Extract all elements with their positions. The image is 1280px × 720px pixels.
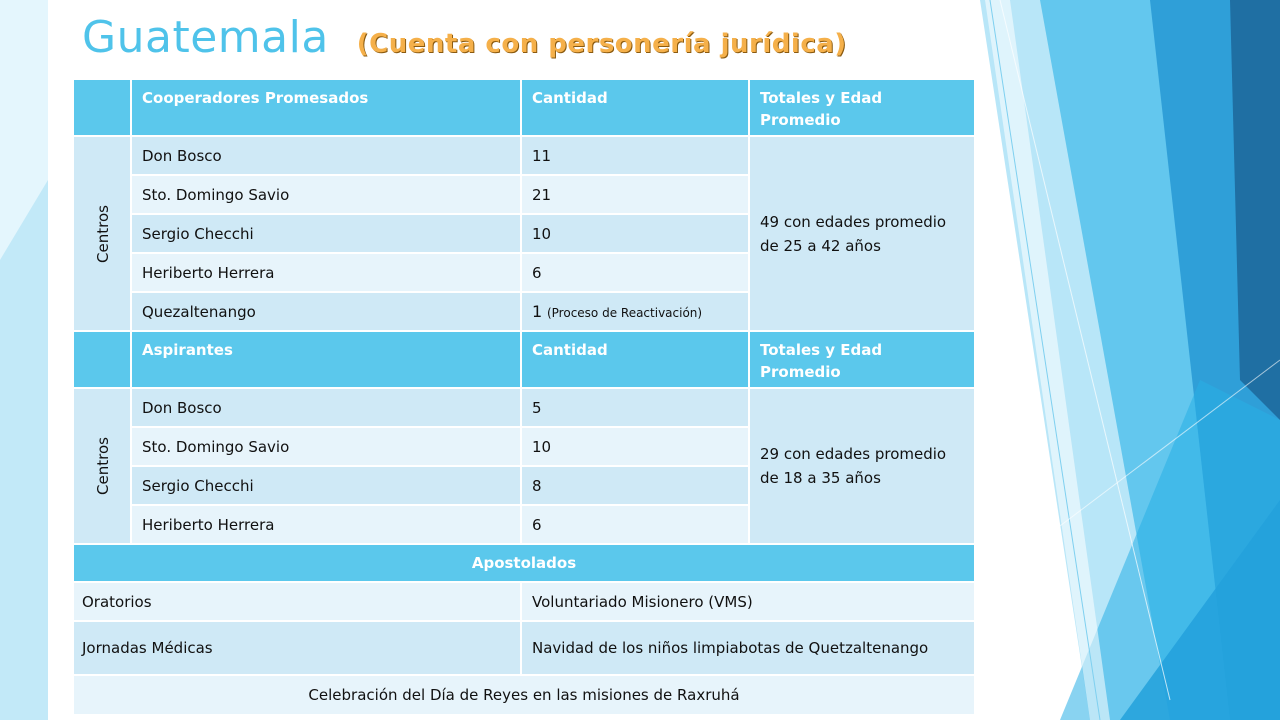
center-qty: 10 xyxy=(521,427,749,466)
apostolados-header-row xyxy=(73,544,975,582)
center-name: Don Bosco xyxy=(131,136,521,175)
header-cooperadores: Cooperadores Promesados xyxy=(131,79,521,136)
center-qty-cell xyxy=(521,292,749,331)
center-qty: 5 xyxy=(521,388,749,427)
reactivation-note: (Proceso de Reactivación) xyxy=(546,306,703,320)
cooperadores-total: 49 con edades promedio de 25 a 42 años xyxy=(749,136,975,331)
cooperadores-header-row xyxy=(73,79,975,136)
header-totales: Totales y Edad Promedio xyxy=(749,331,975,388)
apostolado-footer: Celebración del Día de Reyes en las misiones de Raxruhá xyxy=(73,675,975,715)
page-title xyxy=(82,10,847,72)
apostolado-item: Jornadas Médicas xyxy=(73,621,521,675)
table-row xyxy=(73,388,975,427)
center-qty: 1 xyxy=(532,302,543,321)
aspirantes-total: 29 con edades promedio de 18 a 35 años xyxy=(749,388,975,544)
header-corner-cell xyxy=(73,79,131,136)
center-qty: 8 xyxy=(521,466,749,505)
centros-side-label: Centros xyxy=(73,388,131,544)
center-name: Heriberto Herrera xyxy=(131,505,521,544)
apostolado-item: Navidad de los niños limpiabotas de Quetzaltenango xyxy=(521,621,975,675)
aspirantes-header-row xyxy=(73,331,975,388)
center-name: Sergio Checchi xyxy=(131,466,521,505)
center-qty: 6 xyxy=(521,505,749,544)
apostolado-footer-row xyxy=(73,675,975,715)
table-row xyxy=(73,136,975,175)
apostolado-item: Voluntariado Misionero (VMS) xyxy=(521,582,975,621)
center-qty: 11 xyxy=(521,136,749,175)
header-corner-cell xyxy=(73,331,131,388)
header-cantidad: Cantidad xyxy=(521,331,749,388)
header-cantidad: Cantidad xyxy=(521,79,749,136)
center-qty: 10 xyxy=(521,214,749,253)
center-qty: 21 xyxy=(521,175,749,214)
centros-side-label: Centros xyxy=(73,136,131,331)
center-name: Sergio Checchi xyxy=(131,214,521,253)
header-aspirantes: Aspirantes xyxy=(131,331,521,388)
center-name: Sto. Domingo Savio xyxy=(131,175,521,214)
center-name: Heriberto Herrera xyxy=(131,253,521,292)
title-main: Guatemala xyxy=(82,12,329,63)
apostolado-item: Oratorios xyxy=(73,582,521,621)
header-totales: Totales y Edad Promedio xyxy=(749,79,975,136)
center-qty: 6 xyxy=(521,253,749,292)
center-name: Don Bosco xyxy=(131,388,521,427)
title-subtitle: (Cuenta con personería jurídica) xyxy=(356,29,847,59)
center-name: Quezaltenango xyxy=(131,292,521,331)
guatemala-table xyxy=(72,78,976,716)
center-name: Sto. Domingo Savio xyxy=(131,427,521,466)
apostolados-header: Apostolados xyxy=(73,544,975,582)
apostolado-row xyxy=(73,621,975,675)
apostolado-row xyxy=(73,582,975,621)
